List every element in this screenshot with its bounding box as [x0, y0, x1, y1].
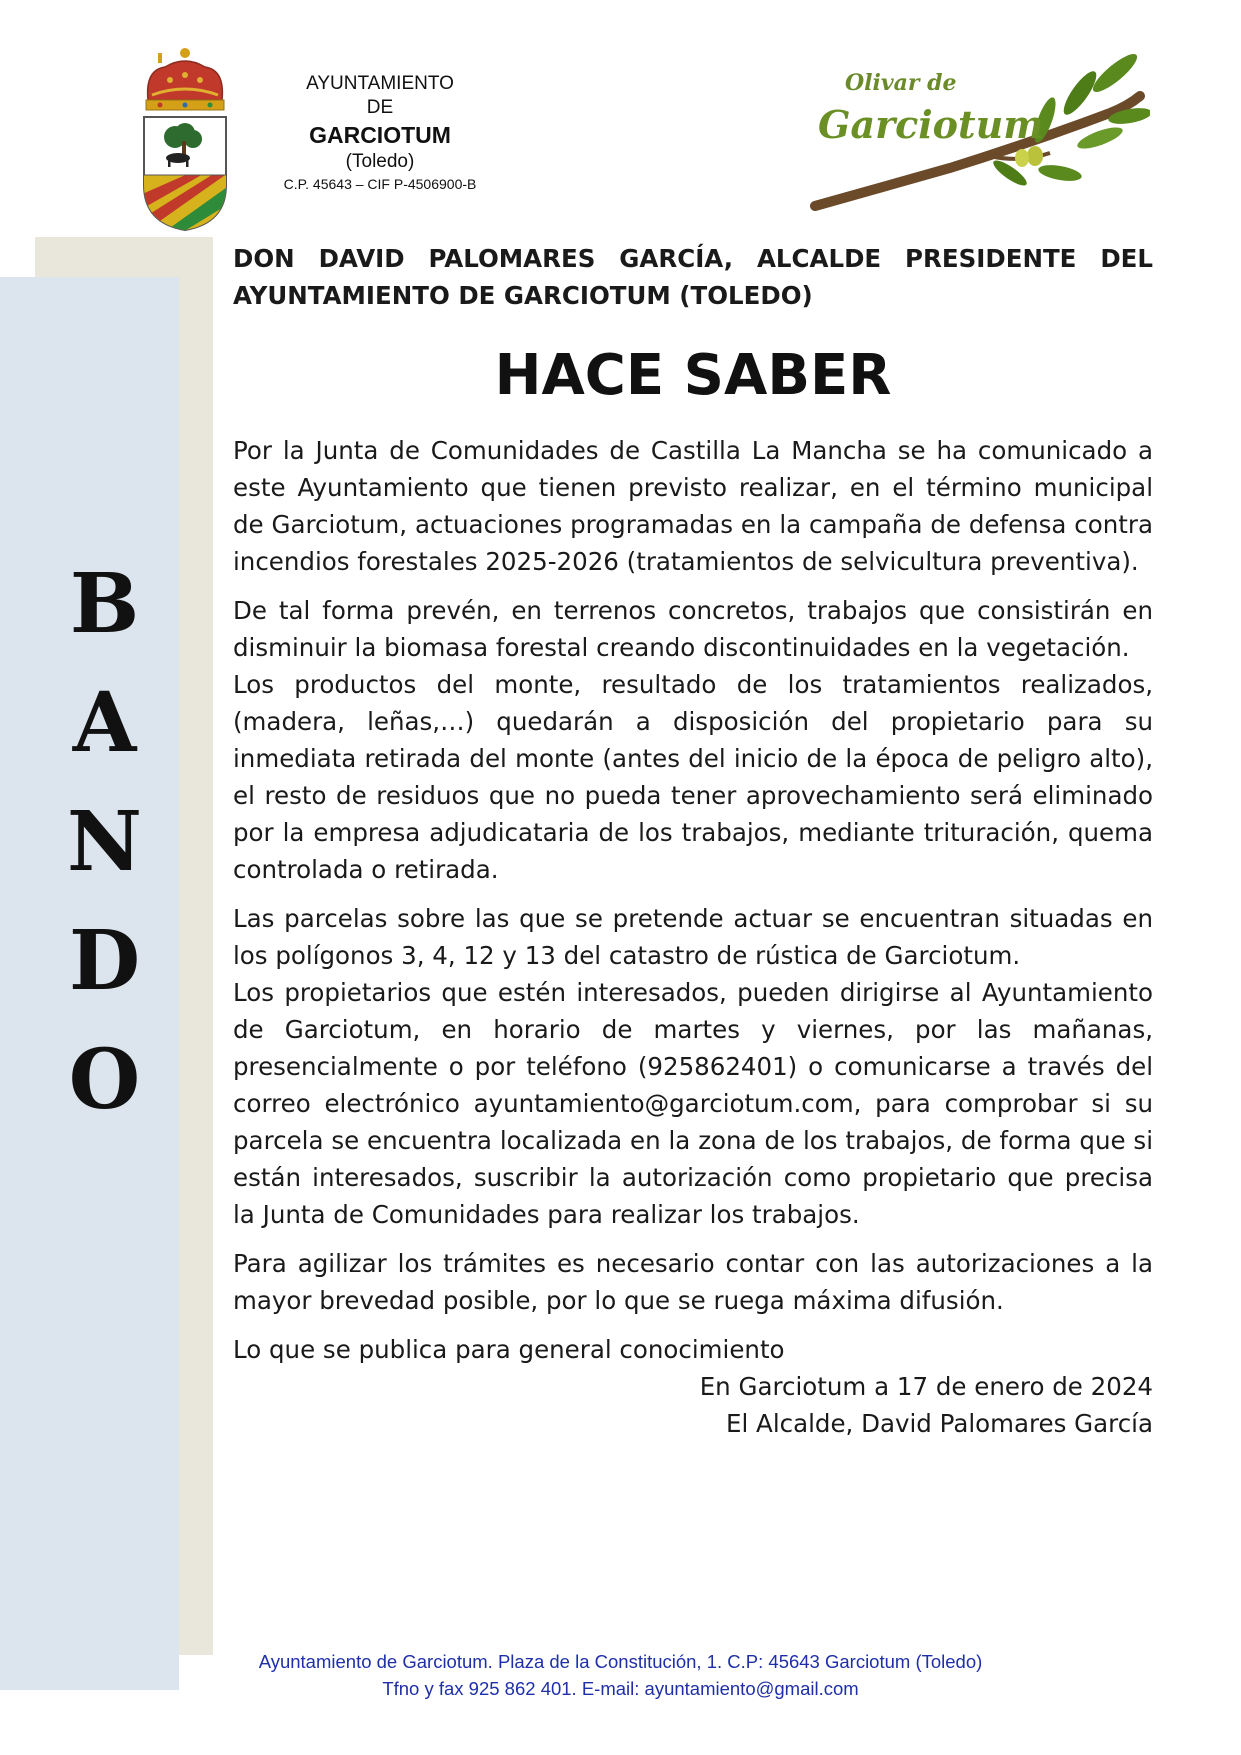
- body-paragraph: Los propietarios que estén interesados, pueden dirigirse al Ayuntamiento de Garciotum, en horario de martes y viernes, por las mañanas, presencialmente o por teléfono (925862401) o comunicarse a través del correo electrónico ayuntamiento@garciotum.com, para comprobar si su parcela se encuentra localizada en la zona de los trabajos, de forma que si están interesados, suscribir la autorización como propietario que precisa la Junta de Comunidades para realizar los trabajos.: [233, 978, 1153, 1229]
- body-paragraph: Los productos del monte, resultado de los tratamientos realizados, (madera, leñas,…) quedarán a disposición del propietario para su inmediata retirada del monte (antes del inicio de la época de peligro alto), el resto de residuos que no pueda tener aprovechamiento será eliminado por la empresa adjudicataria de los trabajos, mediante trituración, quema controlada o retirada.: [233, 670, 1153, 884]
- olivar-logo-icon: [810, 38, 1150, 213]
- body-paragraph: Las parcelas sobre las que se pretende actuar se encuentran situadas en los polígonos 3, 4, 12 y 13 del catastro de rústica de Garciotum.: [233, 904, 1153, 970]
- body-paragraph: Lo que se publica para general conocimiento: [233, 1335, 785, 1364]
- body-paragraph: Por la Junta de Comunidades de Castilla La Mancha se ha comunicado a este Ayuntamiento que tienen previsto realizar, en el término municipal de Garciotum, actuaciones programadas en la campaña de defensa contra incendios forestales 2025-2026 (tratamientos de selvicultura preventiva).: [233, 436, 1153, 576]
- footer-contact: Tfno y fax 925 862 401. E-mail: ayuntamiento@gmail.com: [382, 1678, 859, 1699]
- mayor-header-line2: AYUNTAMIENTO DE GARCIOTUM (TOLEDO): [233, 281, 813, 310]
- org-line: AYUNTAMIENTO: [306, 73, 454, 94]
- place-date: En Garciotum a 17 de enero de 2024: [699, 1372, 1153, 1401]
- bando-vertical-title: [52, 545, 157, 1140]
- footer-address: Ayuntamiento de Garciotum. Plaza de la Constitución, 1. C.P: 45643 Garciotum (Toledo): [258, 1651, 983, 1672]
- bando-letter: A: [72, 675, 137, 771]
- organization-block: [250, 72, 510, 194]
- footer: [0, 1648, 1241, 1702]
- body-paragraph: Para agilizar los trámites es necesario contar con las autorizaciones a la mayor brevedad posible, por lo que se ruega máxima difusión.: [233, 1249, 1153, 1315]
- bando-letter: D: [68, 913, 141, 1009]
- org-province: (Toledo): [345, 151, 415, 172]
- mayor-header-line1: DON DAVID PALOMARES GARCÍA, ALCALDE PRESIDENTE DEL: [233, 244, 1153, 273]
- org-line: DE: [366, 97, 394, 118]
- document-content: [233, 240, 1153, 1442]
- org-name: GARCIOTUM: [309, 122, 451, 148]
- org-codes: C.P. 45643 – CIF P-4506900-B: [283, 176, 477, 192]
- logo-text-line1: Olivar de: [845, 70, 957, 96]
- bando-letter: B: [69, 556, 140, 652]
- bando-letter: O: [68, 1032, 141, 1128]
- page-title: HACE SABER: [494, 343, 892, 408]
- logo-text-line2: Garciotum: [818, 102, 1044, 147]
- signer: El Alcalde, David Palomares García: [725, 1409, 1153, 1438]
- coat-of-arms-icon: [130, 45, 240, 235]
- body-paragraph: De tal forma prevén, en terrenos concretos, trabajos que consistirán en disminuir la biomasa forestal creando discontinuidades en la vegetación.: [233, 596, 1153, 662]
- bando-letter: N: [67, 794, 142, 890]
